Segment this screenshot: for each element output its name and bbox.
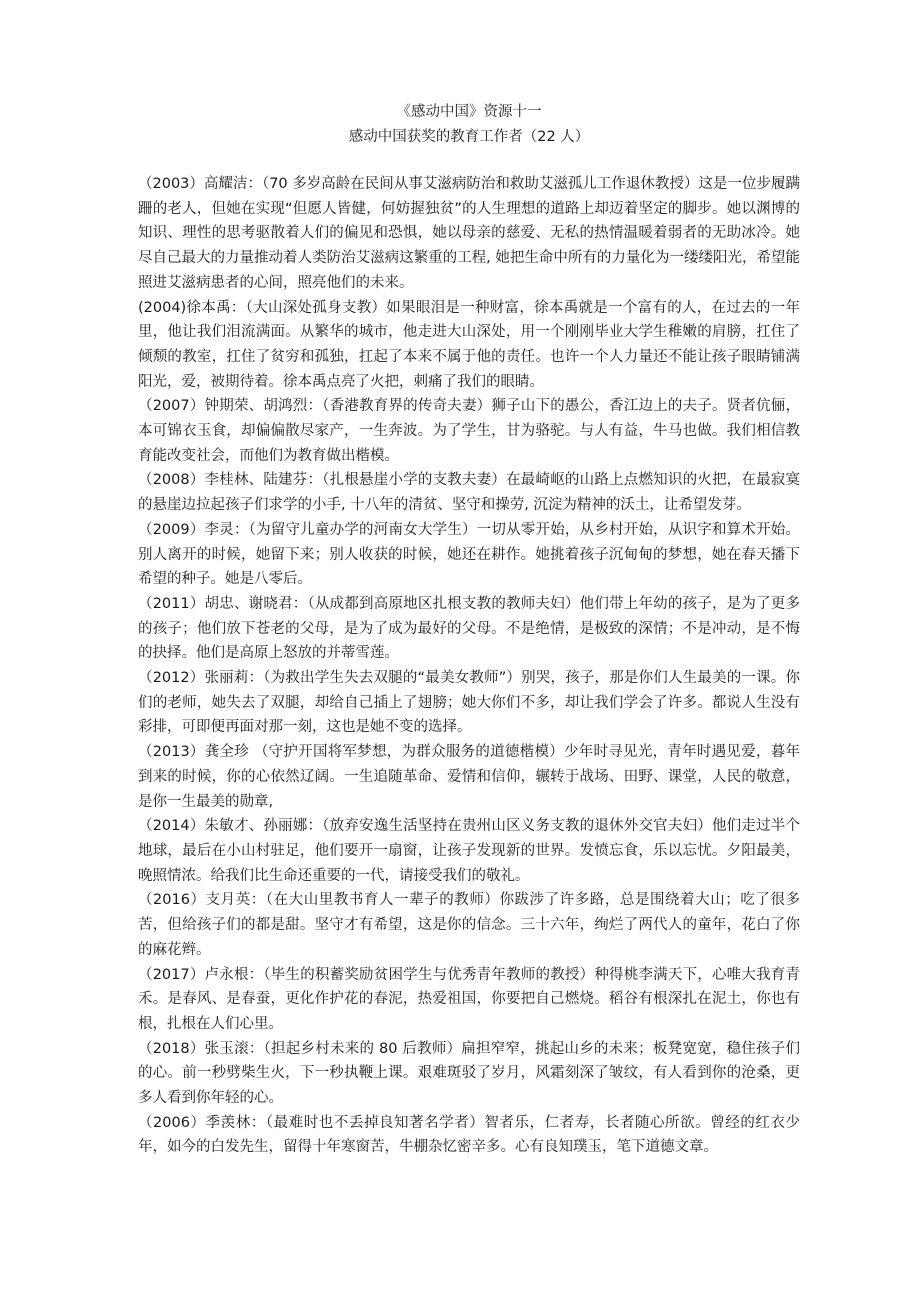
entry-text: 钟期荣、胡鸿烈：（香港教育界的传奇夫妻）狮子山下的愚公，香江边上的夫子。贤者伉俪，本可锦衣玉食，却偏偏散尽家产，一生奔波。为了学生，甘为骆驼。与人有益，牛马也做。我们相信教育能改变社会，而他们为教育做出楷模。	[138, 398, 801, 464]
entry-2009	[138, 518, 800, 592]
entry-2004	[138, 296, 800, 395]
entry-year: (2004)	[138, 299, 187, 316]
entry-year: （2013）	[138, 744, 205, 761]
entry-year: （2006）	[138, 1114, 206, 1131]
entry-text: 卢永根：（毕生的积蓄奖励贫困学生与优秀青年教师的教授）种得桃李满天下，心唯大我育青禾。是春风、是春蚕，更化作护花的春泥，热爱祖国，你要把自己燃烧。稻谷有根深扎在泥土，你也有根，扎根在人们心里。	[138, 966, 801, 1032]
document-title: 《感动中国》资源十一	[396, 104, 542, 120]
entry-year: （2014）	[138, 818, 205, 835]
entry-year: （2007）	[138, 398, 205, 415]
entry-text: 徐本禹：（大山深处孤身支教）如果眼泪是一种财富，徐本禹就是一个富有的人，在过去的一年里，他让我们泪流满面。从繁华的城市，他走进大山深处，用一个刚刚毕业大学生稚嫩的肩膀，扛住了倾颓的教室，扛住了贫穷和孤独，扛起了本来不属于他的责任。也许一个人力量还不能让孩子眼睛铺满阳光，爱，被期待着。徐本禹点亮了火把，刺痛了我们的眼睛。	[138, 299, 800, 390]
document-page	[138, 100, 800, 1160]
entry-text: 季羡林：（最难时也不丢掉良知著名学者）智者乐，仁者寿，长者随心所欲。曾经的红衣少年，如今的白发先生，留得十年寒窗苦，牛棚杂忆密辛多。心有良知璞玉，笔下道德文章。	[138, 1114, 801, 1156]
entry-text: 朱敏才、孙丽娜：（放弃安逸生活坚持在贵州山区义务支教的退休外交官夫妇）他们走过半个地球，最后在小山村驻足，他们要开一扇窗，让孩子发现新的世界。发愤忘食，乐以忘忧。夕阳最美，晚照情浓。给我们比生命还重要的一代，请接受我们的敬礼。	[138, 818, 801, 884]
entry-text: 支月英：（在大山里教书育人一辈子的教师）你跋涉了许多路，总是围绕着大山；吃了很多苦，但给孩子们的都是甜。坚守才有希望，这是你的信念。三十六年，绚烂了两代人的童年，花白了你的麻花辫。	[138, 892, 801, 958]
entry-text: 龚全珍 （守护开国将军梦想，为群众服务的道德楷模）少年时寻见光，青年时遇见爱，暮年到来的时候，你的心依然辽阔。一生追随革命、爱情和信仰，辗转于战场、田野、课堂，人民的敬意，是你一生最美的勋章,	[138, 744, 800, 810]
entry-text: 张玉滚：（担起乡村未来的 80 后教师）扁担窄窄，挑起山乡的未来；板凳宽宽，稳住孩子们的心。前一秒劈柴生火，下一秒执鞭上课。艰难斑驳了岁月，风霜刻深了皱纹，有人看到你的沧桑，更多人看到你年轻的心。	[138, 1040, 801, 1107]
entry-text: 高耀洁：（70 多岁高龄在民间从事艾滋病防治和救助艾滋孤儿工作退休教授）这是一位步履蹒跚的老人，但她在实现“但愿人皆健，何妨握独贫”的人生理想的道路上却迈着坚定的脚步。她以渊博的知识、理性的思考驱散着人们的偏见和恐惧，她以母亲的慈爱、无私的热情温暖着弱者的无助冰冷。她尽自己最大的力量推动着人类防治艾滋病这繁重的工程, 她把生命中所有的力量化为一缕缕阳光，希望能照进艾滋病患者的心间，照亮他们的未来。	[138, 176, 800, 291]
entry-2003	[138, 172, 800, 296]
entry-year: （2012）	[138, 670, 205, 687]
entry-2018	[138, 1037, 800, 1111]
document-subtitle: 感动中国获奖的教育工作者（22 人）	[348, 129, 590, 145]
entry-year: （2017）	[138, 966, 205, 983]
entry-text: 李桂林、陆建芬：（扎根悬崖小学的支教夫妻）在最崎岖的山路上点燃知识的火把，在最寂寞的悬崖边拉起孩子们求学的小手, 十八年的清贫、坚守和操劳, 沉淀为精神的沃土，让希望发芽。	[138, 472, 801, 514]
entry-text: 胡忠、谢晓君：（从成都到高原地区扎根支教的教师夫妇）他们带上年幼的孩子，是为了更多的孩子；他们放下苍老的父母，是为了成为最好的父母。不是绝情，是极致的深情；不是冲动，是不悔的抉择。他们是高原上怒放的并蒂雪莲。	[138, 595, 801, 662]
entry-year: （2003）	[138, 176, 204, 192]
entry-2012	[138, 666, 800, 740]
entry-year: （2008）	[138, 472, 205, 489]
entry-year: （2018）	[138, 1040, 205, 1057]
entry-2014	[138, 814, 800, 888]
entry-year: （2011）	[138, 595, 205, 612]
entry-2008	[138, 468, 800, 517]
entry-2007	[138, 394, 800, 468]
entry-year: （2016）	[138, 892, 206, 909]
entry-2017	[138, 963, 800, 1037]
entry-2016	[138, 888, 800, 962]
entry-year: （2009）	[138, 521, 205, 538]
entry-2011	[138, 592, 800, 666]
entry-text: 张丽莉：（为救出学生失去双腿的“最美女教师”）别哭，孩子，那是你们人生最美的一课。你们的老师，她失去了双腿，却给自己插上了翅膀；她大你们不多，却让我们学会了许多。都说人生没有彩排，可即便再面对那一刻，这也是她不变的选择。	[138, 670, 800, 736]
entry-text: 李灵：（为留守儿童办学的河南女大学生）一切从零开始，从乡村开始，从识字和算术开始。别人离开的时候，她留下来；别人收获的时候，她还在耕作。她挑着孩子沉甸甸的梦想，她在春天播下希望的种子。她是八零后。	[138, 521, 801, 588]
entry-2013	[138, 740, 800, 814]
entry-2006	[138, 1111, 800, 1160]
